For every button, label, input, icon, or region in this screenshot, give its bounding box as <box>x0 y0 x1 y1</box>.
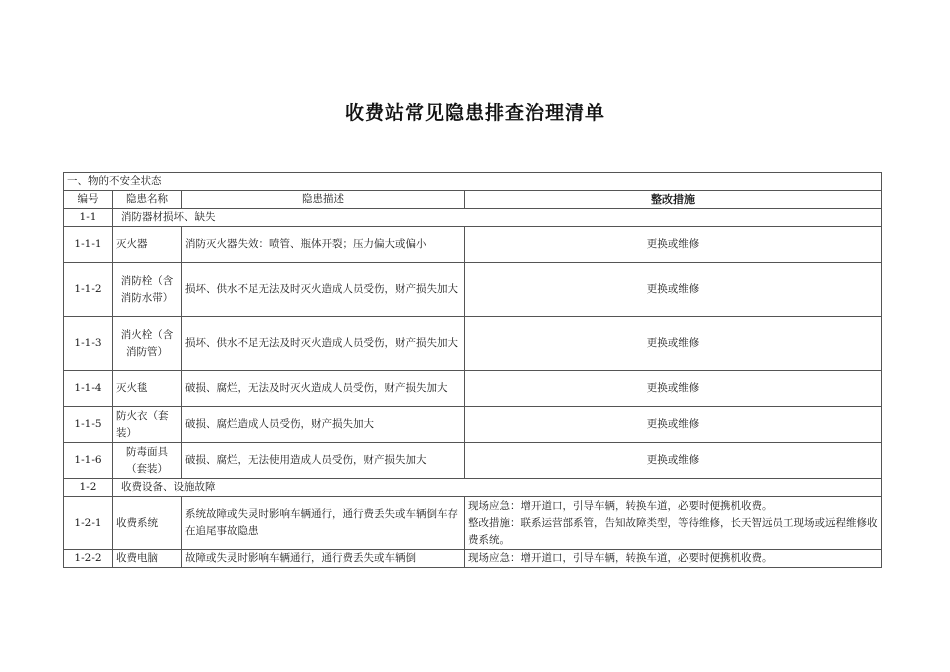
measure-line: 现场应急：增开道口，引导车辆，转换车道，必要时便携机收费。 <box>468 499 773 512</box>
row-code: 1-1-2 <box>64 263 113 317</box>
col-header-desc: 隐患描述 <box>182 191 465 209</box>
row-code: 1-1-5 <box>64 407 113 443</box>
col-header-measure: 整改措施 <box>465 191 882 209</box>
group-name: 收费设备、设施故障 <box>113 479 882 497</box>
group-row <box>64 479 882 497</box>
row-name: 灭火毯 <box>113 371 182 407</box>
table-row <box>64 371 882 407</box>
row-name: 灭火器 <box>113 227 182 263</box>
table-row <box>64 443 882 479</box>
row-measure <box>465 497 882 550</box>
row-measure: 更换或维修 <box>465 443 882 479</box>
group-code: 1-2 <box>64 479 113 497</box>
section-row <box>64 173 882 191</box>
col-header-code: 编号 <box>64 191 113 209</box>
row-measure: 更换或维修 <box>465 263 882 317</box>
row-name: 收费系统 <box>113 497 182 550</box>
page-title: 收费站常见隐患排查治理清单 <box>344 102 605 124</box>
col-header-name: 隐患名称 <box>113 191 182 209</box>
table-row <box>64 263 882 317</box>
table-row <box>64 497 882 550</box>
row-measure: 更换或维修 <box>465 371 882 407</box>
row-measure: 更换或维修 <box>465 407 882 443</box>
row-desc: 破损、腐烂，无法及时灭火造成人员受伤，财产损失加大 <box>182 371 465 407</box>
row-code: 1-1-3 <box>64 317 113 371</box>
row-desc: 破损、腐烂造成人员受伤，财产损失加大 <box>182 407 465 443</box>
row-name: 防火衣（套装） <box>113 407 182 443</box>
row-desc: 损坏、供水不足无法及时灭火造成人员受伤，财产损失加大 <box>182 317 465 371</box>
group-code: 1-1 <box>64 209 113 227</box>
table-row <box>64 550 882 568</box>
row-code: 1-1-1 <box>64 227 113 263</box>
table-row <box>64 317 882 371</box>
hazard-table <box>63 172 882 568</box>
header-row <box>64 191 882 209</box>
group-name: 消防器材损坏、缺失 <box>113 209 882 227</box>
row-measure: 更换或维修 <box>465 317 882 371</box>
row-name: 收费电脑 <box>113 550 182 568</box>
section-title: 一、物的不安全状态 <box>64 173 882 191</box>
table-row <box>64 227 882 263</box>
measure-line: 整改措施：联系运营部系管，告知故障类型，等待维修，长天智远员工现场或远程维修收费系统。 <box>468 516 878 546</box>
row-desc: 系统故障或失灵时影响车辆通行，通行费丢失或车辆倒车存在追尾事故隐患 <box>182 497 465 550</box>
row-measure: 现场应急：增开道口，引导车辆，转换车道，必要时便携机收费。 <box>465 550 882 568</box>
table-row <box>64 407 882 443</box>
row-measure: 更换或维修 <box>465 227 882 263</box>
row-desc: 破损、腐烂，无法使用造成人员受伤，财产损失加大 <box>182 443 465 479</box>
row-code: 1-1-4 <box>64 371 113 407</box>
row-name: 防毒面具（套装） <box>113 443 182 479</box>
group-row <box>64 209 882 227</box>
row-code: 1-2-1 <box>64 497 113 550</box>
row-desc: 故障或失灵时影响车辆通行，通行费丢失或车辆倒 <box>182 550 465 568</box>
row-code: 1-1-6 <box>64 443 113 479</box>
row-name: 消防栓（含消防水带） <box>113 263 182 317</box>
row-code: 1-2-2 <box>64 550 113 568</box>
row-desc: 消防灭火器失效：喷管、瓶体开裂；压力偏大或偏小 <box>182 227 465 263</box>
row-desc: 损坏、供水不足无法及时灭火造成人员受伤，财产损失加大 <box>182 263 465 317</box>
row-name: 消火栓（含消防管） <box>113 317 182 371</box>
